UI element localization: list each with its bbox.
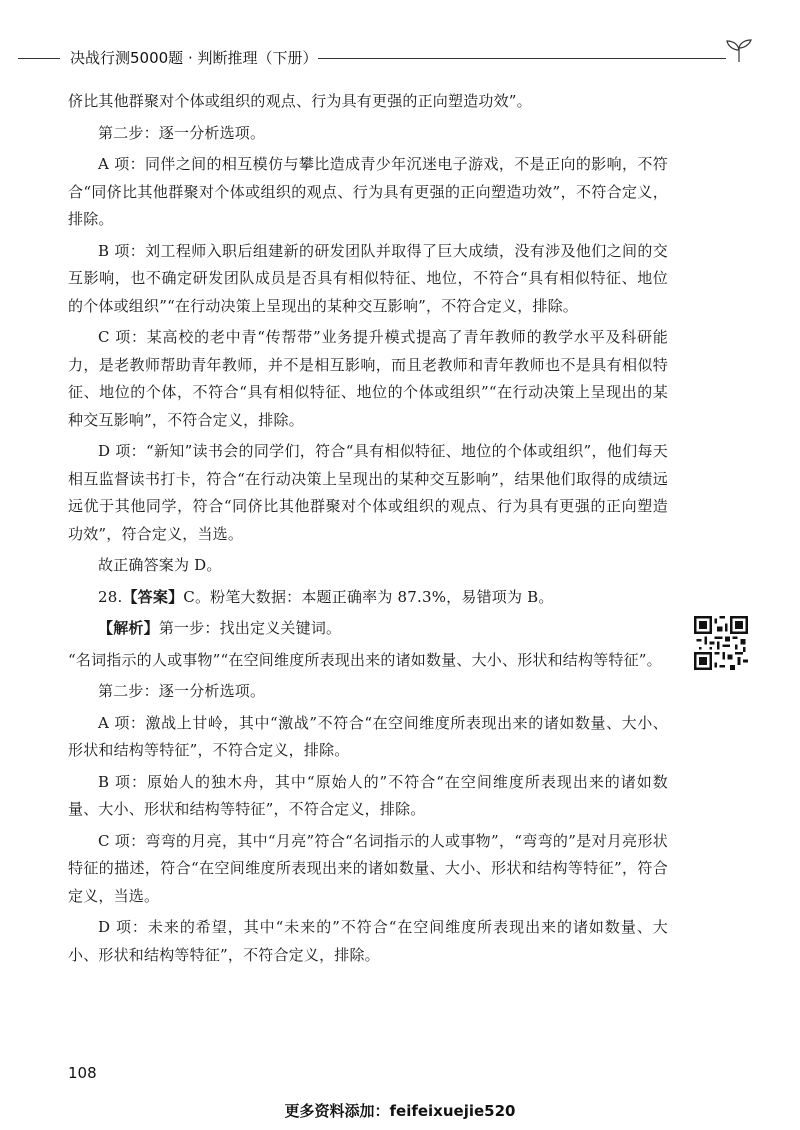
paragraph: C 项：弯弯的月亮，其中“月亮”符合“名词指示的人或事物”，“弯弯的”是对月亮形状特征的描述，符合“在空间维度所表现出来的诸如数量、大小、形状和结构等特征”，符合定义，当选。 xyxy=(68,831,668,905)
page-body xyxy=(68,88,668,973)
paragraph: D 项：未来的希望，其中“未来的”不符合“在空间维度所表现出来的诸如数量、大小、形状和结构等特征”，不符合定义，排除。 xyxy=(68,918,668,964)
qr-code-icon xyxy=(694,616,748,670)
header-rule-left xyxy=(18,58,60,59)
answer-line xyxy=(68,584,668,612)
paragraph: 第二步：逐一分析选项。 xyxy=(98,682,266,700)
paragraph: “名词指示的人或事物”“在空间维度所表现出来的诸如数量、大小、形状和结构等特征”。 xyxy=(68,650,662,669)
analysis-text: 第一步：找出定义关键词。 xyxy=(158,619,342,637)
answer-label: 【答案】 xyxy=(122,587,184,606)
paragraph: A 项：同伴之间的相互模仿与攀比造成青少年沉迷电子游戏，不是正向的影响，不符合“同侪比其他群聚对个体或组织的观点、行为具有更强的正向塑造功效”，不符合定义，排除。 xyxy=(68,155,668,228)
book-title: 决战行测5000题 · 判断推理（下册） xyxy=(70,49,318,67)
footer-note: 更多资料添加：feifeixuejie520 xyxy=(284,1102,516,1120)
page-number: 108 xyxy=(68,1064,97,1082)
paragraph: B 项：刘工程师入职后组建新的研发团队并取得了巨大成绩，没有涉及他们之间的交互影响，也不确定研发团队成员是否具有相似特征、地位，不符合“具有相似特征、地位的个体或组织”“在行动决策上呈现出的某种交互影响”，不符合定义，排除。 xyxy=(68,241,668,315)
question-number: 28. xyxy=(98,587,123,606)
header-rule-right xyxy=(318,58,726,59)
paragraph: 故正确答案为 D。 xyxy=(98,556,222,574)
paragraph: A 项：激战上甘岭，其中“激战”不符合“在空间维度所表现出来的诸如数量、大小、形状和结构等特征”，不符合定义，排除。 xyxy=(68,713,668,759)
analysis-line xyxy=(68,615,668,643)
paragraph: D 项：“新知”读书会的同学们，符合“具有相似特征、地位的个体或组织”，他们每天相互监督读书打卡，符合“在行动决策上呈现出的某种交互影响”，结果他们取得的成绩远远优于其他同学，符合“同侪比其他群聚对个体或组织的观点、行为具有更强的正向塑造功效”，符合定义，当选。 xyxy=(68,442,668,543)
paragraph: 侪比其他群聚对个体或组织的观点、行为具有更强的正向塑造功效”。 xyxy=(68,92,532,110)
running-header xyxy=(18,44,748,68)
analysis-label: 【解析】 xyxy=(98,619,159,637)
paragraph: C 项：某高校的老中青“传帮带”业务提升模式提高了青年教师的教学水平及科研能力，是老教师帮助青年教师，并不是相互影响，而且老教师和青年教师也不是具有相似特征、地位的个体，不符合“具有相似特征、地位的个体或组织”“在行动决策上呈现出的某种交互影响”，不符合定义，排除。 xyxy=(68,328,668,429)
paragraph: B 项：原始人的独木舟，其中“原始人的”不符合“在空间维度所表现出来的诸如数量、大小、形状和结构等特征”，不符合定义，排除。 xyxy=(68,772,668,818)
paragraph: 第二步：逐一分析选项。 xyxy=(98,123,266,142)
answer-text: C。粉笔大数据：本题正确率为 87.3%，易错项为 B。 xyxy=(183,587,554,606)
sprout-icon xyxy=(724,38,754,64)
